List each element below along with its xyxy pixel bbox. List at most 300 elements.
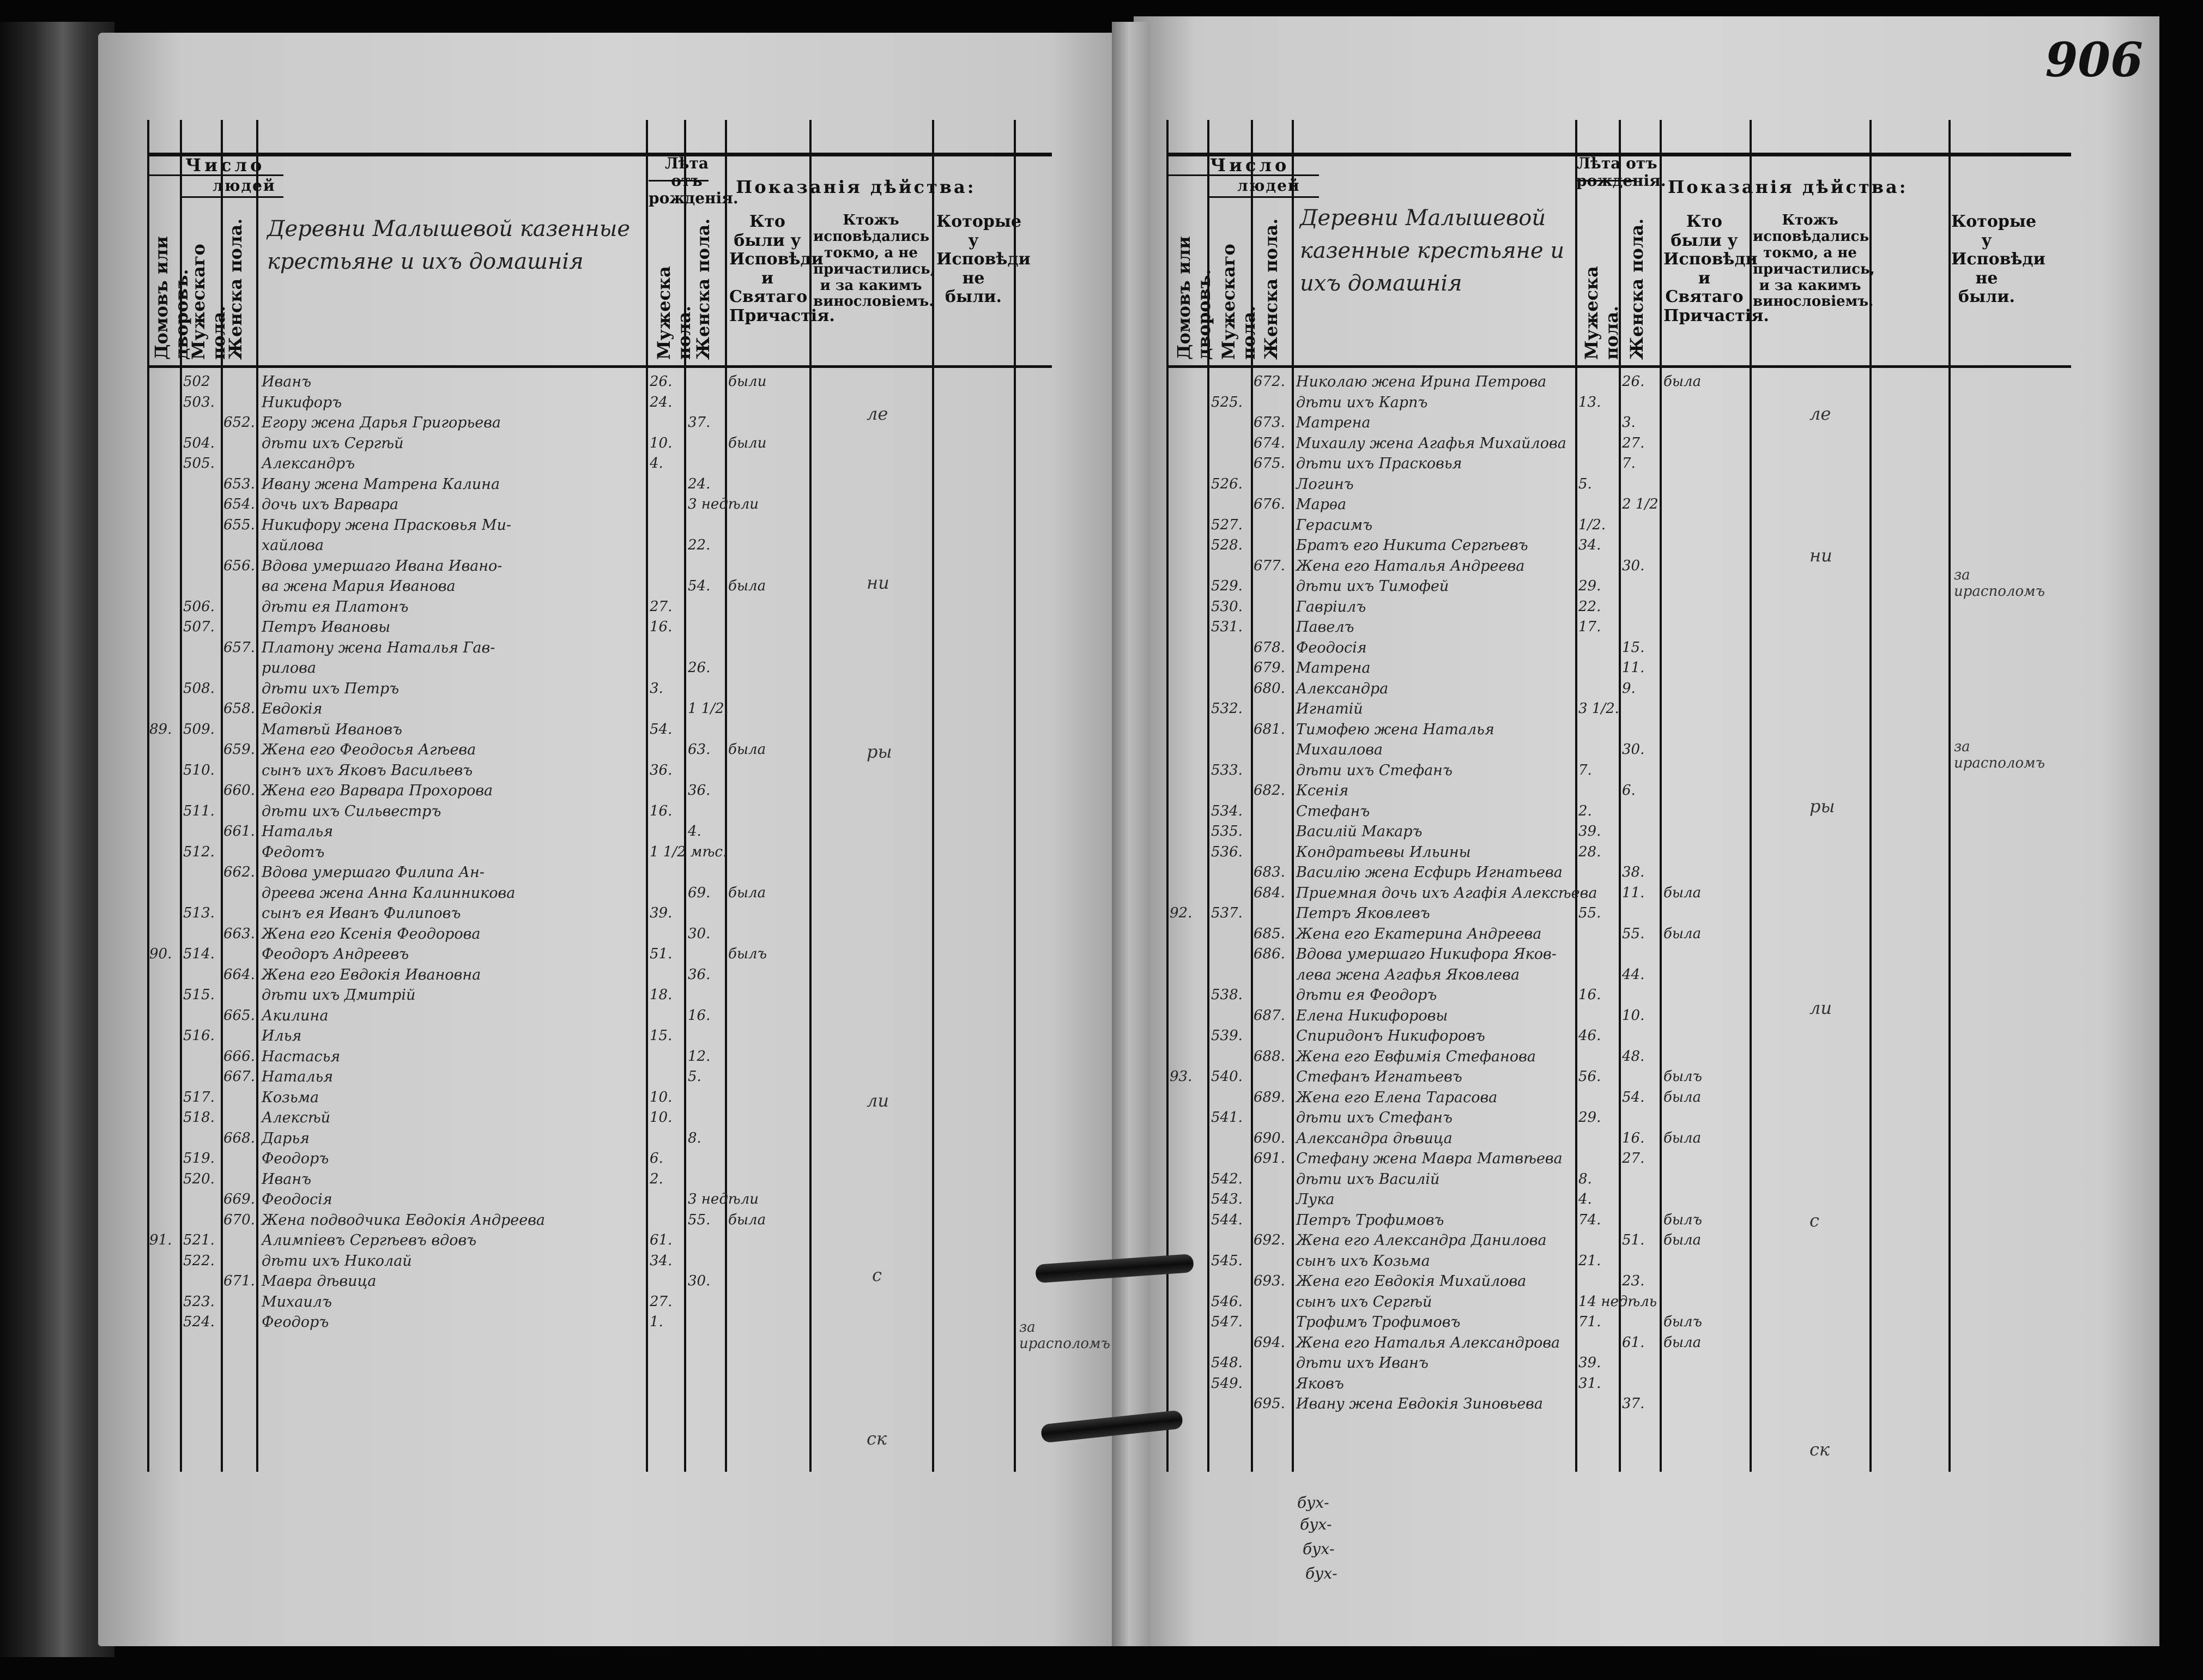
row-name: Козьма: [262, 1089, 319, 1106]
row-name: хайлова: [262, 537, 324, 554]
row-male-number: 515.: [183, 987, 215, 1003]
row-male-number: 529.: [1211, 578, 1243, 594]
row-name: Михаилова: [1296, 741, 1383, 758]
header-domov: Домовъ или дворовъ.: [1173, 236, 1214, 360]
ledger-row: [147, 1150, 1052, 1171]
row-age-male: 34.: [650, 1252, 673, 1269]
row-name: Василію жена Есфирь Игнатьева: [1296, 864, 1563, 881]
row-confession-note: была: [1663, 925, 1702, 942]
row-name: Мавра дѣвица: [262, 1273, 377, 1290]
row-age-female: 54.: [1622, 1089, 1645, 1105]
left-entries: [147, 373, 1052, 1334]
row-female-number: 661.: [223, 823, 255, 839]
footer-mark: бух-: [1305, 1564, 1337, 1582]
ledger-row: [1166, 1375, 2071, 1396]
row-name: Феодоръ Андреевъ: [262, 946, 409, 963]
header-chislo: Число: [185, 155, 265, 176]
header-leta: Лѣта отъ рожденія.: [649, 154, 739, 208]
row-age-male: 8.: [1578, 1170, 1592, 1187]
row-age-male: 10.: [650, 434, 673, 451]
row-age-male: 16.: [650, 802, 673, 819]
row-male-number: 548.: [1211, 1355, 1243, 1371]
ledger-row: [1166, 844, 2071, 865]
row-name: Логинъ: [1296, 475, 1354, 493]
ledger-row: [147, 1314, 1052, 1334]
ledger-row: [147, 1048, 1052, 1069]
row-name: Илья: [262, 1028, 302, 1044]
row-name: Иванъ: [262, 373, 312, 390]
left-page-title: Деревни Малышевой казенные крестьяне и ихъ домашнія: [267, 216, 630, 274]
row-age-female: 11.: [1622, 660, 1645, 676]
row-male-number: 506.: [183, 598, 215, 615]
row-female-number: 665.: [223, 1007, 255, 1024]
ledger-row: [1166, 639, 2071, 660]
row-female-number: 689.: [1254, 1089, 1285, 1105]
ledger-row: [147, 455, 1052, 476]
ledger-row: [147, 1212, 1052, 1232]
row-age-male: 4.: [1578, 1191, 1592, 1207]
row-age-male: 26.: [650, 373, 673, 390]
row-male-number: 531.: [1211, 619, 1243, 635]
row-female-number: 671.: [223, 1273, 255, 1289]
row-confession-note: былъ: [1663, 1314, 1702, 1330]
ledger-row: [1166, 1395, 2071, 1416]
row-name: Жена подводчика Евдокія Андреева: [262, 1211, 546, 1229]
row-age-male: 10.: [650, 1109, 673, 1126]
ledger-row: [1166, 660, 2071, 680]
row-confession-note: была: [1663, 1129, 1702, 1146]
ledger-row: [147, 578, 1052, 599]
row-age-male: 1/2.: [1578, 516, 1606, 533]
ledger-row: [147, 496, 1052, 517]
ledger-row: [1166, 1355, 2071, 1375]
row-house-number: 93.: [1170, 1068, 1193, 1085]
margin-note: ни: [1809, 545, 1832, 566]
row-female-number: 685.: [1254, 925, 1285, 942]
margin-note: ры: [1809, 796, 1835, 817]
row-name: Вдова умершаго Ивана Ивано-: [262, 557, 503, 575]
ledger-row: [147, 414, 1052, 435]
row-male-number: 522.: [183, 1252, 215, 1269]
row-female-number: 695.: [1254, 1395, 1285, 1412]
row-name: Иванъ: [262, 1170, 312, 1188]
row-name: дѣти ихъ Петръ: [262, 680, 400, 697]
row-name: Гавріилъ: [1296, 598, 1366, 615]
row-male-number: 538.: [1211, 987, 1243, 1003]
ledger-row: [1166, 1314, 2071, 1334]
ledger-row: [1166, 1150, 2071, 1171]
ledger-row: [1166, 1028, 2071, 1048]
ledger-row: [1166, 1253, 2071, 1273]
ledger-row: [147, 987, 1052, 1007]
row-age-male: 13.: [1578, 394, 1601, 410]
right-entries: [1166, 373, 2071, 1416]
ledger-row: [147, 619, 1052, 639]
row-name: Федотъ: [262, 843, 325, 861]
header-col-ktozh: Ктожъ исповѣдались токмо, а не причастились, и за какимъ винословіемъ.: [813, 212, 935, 310]
row-female-number: 682.: [1254, 782, 1285, 799]
header-leta-m: Мужеска пола.: [653, 266, 694, 360]
row-name: Братъ его Никита Сергѣевъ: [1296, 537, 1528, 554]
header-lyudey: людей: [213, 177, 276, 195]
row-name: Феодосія: [1296, 639, 1367, 656]
ledger-row: [1166, 762, 2071, 783]
right-ledger: [1166, 120, 2071, 1582]
ledger-row: [1166, 578, 2071, 599]
row-name: дѣти ихъ Прасковья: [1296, 455, 1462, 472]
ledger-row: [147, 517, 1052, 537]
row-name: Стефанъ: [1296, 802, 1370, 820]
row-age-male: 29.: [1578, 1109, 1601, 1126]
row-female-number: 654.: [223, 496, 255, 512]
ledger-row: [147, 476, 1052, 497]
row-age-female: 27.: [1622, 434, 1645, 451]
row-name: Никифору жена Прасковья Ми-: [262, 516, 511, 534]
ledger-row: [1166, 517, 2071, 537]
ledger-row: [1166, 1109, 2071, 1130]
row-name: сынъ ея Иванъ Филиповъ: [262, 905, 461, 922]
ledger-row: [147, 537, 1052, 558]
row-age-male: 1.: [650, 1314, 663, 1330]
row-female-number: 681.: [1254, 721, 1285, 738]
row-name: Феодосія: [262, 1191, 332, 1208]
ledger-row: [1166, 926, 2071, 946]
ledger-row: [1166, 599, 2071, 619]
row-name: дѣти ихъ Стефанъ: [1296, 762, 1452, 779]
row-male-number: 526.: [1211, 475, 1243, 492]
row-name: Матвѣй Ивановъ: [262, 721, 402, 738]
row-name: дочь ихъ Варвара: [262, 496, 399, 513]
ledger-row: [147, 782, 1052, 803]
margin-note: ск: [867, 1428, 887, 1449]
row-name: Матрена: [1296, 660, 1371, 676]
ledger-row: [147, 1232, 1052, 1253]
ledger-row: [1166, 987, 2071, 1007]
row-male-number: 536.: [1211, 843, 1243, 860]
margin-note: ли: [867, 1090, 889, 1111]
row-name: Стефану жена Мавра Матвѣева: [1296, 1150, 1563, 1167]
row-name: Наталья: [262, 823, 334, 840]
row-male-number: 521.: [183, 1232, 215, 1248]
row-female-number: 680.: [1254, 680, 1285, 697]
row-name: Трофимъ Трофимовъ: [1296, 1314, 1461, 1331]
row-name: Ивану жена Евдокія Зиновьева: [1296, 1395, 1543, 1412]
row-age-male: 16.: [650, 619, 673, 635]
row-age-female: 5.: [688, 1068, 701, 1085]
row-age-female: 23.: [1622, 1273, 1645, 1289]
row-name: Жена его Ксенія Феодорова: [262, 925, 481, 942]
header-leta: Лѣта отъ рожденія.: [1576, 154, 1666, 190]
header-muzh-pola: Мужескаго пола.: [1218, 244, 1259, 360]
header-col-kto: Кто были у Исповѣди и Святаго Причастія.: [729, 212, 835, 325]
row-female-number: 676.: [1254, 496, 1285, 512]
row-age-female: 6.: [1622, 782, 1636, 799]
row-male-number: 505.: [183, 455, 215, 472]
row-age-female: 3.: [1622, 414, 1636, 431]
header-leta-zh: Женска пола.: [693, 218, 713, 360]
row-name: Жена его Александра Данилова: [1296, 1232, 1547, 1249]
row-age-male: 56.: [1578, 1068, 1601, 1085]
ledger-row: [1166, 1048, 2071, 1069]
row-confession-note: была: [1663, 373, 1702, 390]
footer-mark: бух-: [1303, 1540, 1335, 1558]
row-name: Акилина: [262, 1007, 329, 1024]
row-name: Наталья: [262, 1068, 334, 1085]
row-female-number: 686.: [1254, 946, 1285, 962]
ledger-row: [1166, 1191, 2071, 1212]
row-female-number: 677.: [1254, 557, 1285, 574]
row-name: дѣти ихъ Иванъ: [1296, 1355, 1429, 1371]
row-age-female: 8.: [688, 1129, 701, 1146]
header-group-rule: [180, 196, 283, 198]
header-col-kotorye: Которые у Исповѣди не были.: [1951, 212, 2045, 306]
row-age-male: 51.: [650, 946, 673, 962]
row-confession-note: была: [1663, 1334, 1702, 1351]
row-name: дѣти ихъ Сильвестръ: [262, 802, 441, 820]
row-age-female: 7.: [1622, 455, 1636, 472]
row-male-number: 528.: [1211, 537, 1243, 553]
header-group-rule: [1207, 196, 1319, 198]
row-name: Дарья: [262, 1129, 310, 1147]
header-col-kto: Кто были у Исповѣди и Святаго Причастія.: [1663, 212, 1769, 325]
row-name: Алексѣй: [262, 1109, 331, 1126]
row-age-female: 69.: [688, 884, 711, 901]
header-col-ktozh: Ктожъ исповѣдались токмо, а не причастились, и за какимъ винословіемъ.: [1753, 212, 1875, 310]
row-age-female: 63.: [688, 741, 711, 758]
row-age-male: 18.: [650, 987, 673, 1003]
row-age-female: 54.: [688, 578, 711, 594]
row-male-number: 513.: [183, 905, 215, 921]
ledger-row: [147, 946, 1052, 966]
row-name: Ивану жена Матрена Калина: [262, 475, 500, 493]
ledger-row: [147, 1171, 1052, 1192]
row-age-male: 6.: [650, 1150, 663, 1167]
row-confession-note: была: [728, 578, 766, 594]
row-age-male: 39.: [650, 905, 673, 921]
row-male-number: 533.: [1211, 762, 1243, 778]
row-name: Александра: [1296, 680, 1389, 697]
row-age-female: 55.: [1622, 925, 1645, 942]
row-confession-note: былъ: [728, 946, 767, 962]
row-female-number: 667.: [223, 1068, 255, 1085]
row-age-male: 2.: [1578, 802, 1592, 819]
ledger-row: [1166, 455, 2071, 476]
row-male-number: 508.: [183, 680, 215, 697]
row-age-male: 7.: [1578, 762, 1592, 778]
row-name: Евдокія: [262, 700, 323, 717]
ledger-row: [1166, 1171, 2071, 1192]
header-zhen-pola: Женска пола.: [1261, 218, 1281, 360]
ledger-row: [1166, 1089, 2071, 1110]
ledger-row: [1166, 946, 2071, 966]
row-name: Жена его Екатерина Андреева: [1296, 925, 1542, 942]
row-name: ва жена Мария Иванова: [262, 578, 456, 595]
ledger-row: [147, 680, 1052, 701]
row-name: Приемная дочь ихъ Агафія Алексѣева: [1296, 884, 1597, 902]
row-female-number: 694.: [1254, 1334, 1285, 1351]
row-name: Василій Макаръ: [1296, 823, 1423, 840]
row-name: Петръ Яковлевъ: [1296, 905, 1430, 922]
row-age-male: 46.: [1578, 1028, 1601, 1044]
ledger-row: [1166, 905, 2071, 926]
row-male-number: 518.: [183, 1109, 215, 1126]
ledger-row: [1166, 782, 2071, 803]
ledger-row: [1166, 496, 2071, 517]
row-female-number: 652.: [223, 414, 255, 431]
ledger-row: [1166, 823, 2071, 844]
header-lyudey: людей: [1237, 177, 1300, 195]
header-top-rule: [147, 153, 1052, 156]
row-age-male: 1 1/2 мѣс.: [650, 843, 728, 860]
row-age-female: 1 1/2.: [688, 700, 729, 717]
row-age-female: 44.: [1622, 966, 1645, 983]
ledger-row: [1166, 864, 2071, 885]
row-age-male: 39.: [1578, 823, 1601, 839]
row-confession-note: была: [1663, 884, 1702, 901]
ledger-row: [1166, 619, 2071, 639]
ledger-row: [147, 660, 1052, 680]
row-male-number: 549.: [1211, 1375, 1243, 1392]
row-age-male: 17.: [1578, 619, 1601, 635]
row-female-number: 663.: [223, 925, 255, 942]
row-female-number: 674.: [1254, 434, 1285, 451]
row-name: дѣти ея Платонъ: [262, 598, 409, 615]
ledger-row: [147, 1294, 1052, 1314]
ledger-row: [1166, 1068, 2071, 1089]
ledger-row: [147, 885, 1052, 905]
absent-note: за ирасполомъ: [1954, 739, 2045, 771]
row-age-female: 36.: [688, 782, 711, 799]
row-age-female: 11.: [1622, 884, 1645, 901]
row-female-number: 659.: [223, 741, 255, 758]
row-name: дреева жена Анна Калинникова: [262, 884, 516, 902]
row-name: дѣти ихъ Стефанъ: [1296, 1109, 1452, 1126]
ledger-row: [1166, 373, 2071, 394]
row-age-female: 10.: [1622, 1007, 1645, 1024]
row-age-male: 27.: [650, 1293, 673, 1310]
row-name: лева жена Агафья Яковлева: [1296, 966, 1520, 983]
row-male-number: 509.: [183, 721, 215, 738]
ledger-row: [147, 823, 1052, 844]
row-age-female: 36.: [688, 966, 711, 983]
ledger-row: [147, 373, 1052, 394]
row-age-male: 54.: [650, 721, 673, 738]
row-name: дѣти ихъ Дмитрій: [262, 987, 416, 1004]
ledger-row: [147, 741, 1052, 762]
ledger-row: [147, 926, 1052, 946]
margin-note: ры: [867, 741, 892, 762]
row-name: дѣти ихъ Николай: [262, 1252, 412, 1270]
row-male-number: 519.: [183, 1150, 215, 1167]
row-name: Игнатій: [1296, 700, 1363, 717]
absent-note: за ирасполомъ: [1954, 567, 2045, 600]
row-female-number: 673.: [1254, 414, 1285, 431]
row-male-number: 534.: [1211, 802, 1243, 819]
row-age-female: 22.: [688, 537, 711, 553]
row-name: дѣти ихъ Тимофей: [1296, 578, 1449, 595]
ledger-row: [147, 1273, 1052, 1294]
header-domov: Домовъ или дворовъ.: [151, 236, 192, 360]
row-female-number: 653.: [223, 475, 255, 492]
row-female-number: 662.: [223, 864, 255, 880]
row-age-male: 34.: [1578, 537, 1601, 553]
row-name: Егору жена Дарья Григорьева: [262, 414, 501, 431]
row-male-number: 504.: [183, 434, 215, 451]
row-name: дѣти ея Феодоръ: [1296, 987, 1437, 1004]
ledger-row: [147, 1191, 1052, 1212]
row-male-number: 545.: [1211, 1252, 1243, 1269]
row-age-female: 55.: [688, 1211, 711, 1228]
ledger-row: [147, 700, 1052, 721]
margin-note: ск: [1809, 1439, 1830, 1460]
row-name: Николаю жена Ирина Петрова: [1296, 373, 1547, 390]
row-age-female: 24.: [688, 475, 711, 492]
row-male-number: 532.: [1211, 700, 1243, 717]
ledger-row: [1166, 741, 2071, 762]
row-name: Лука: [1296, 1191, 1335, 1208]
header-bottom-rule: [147, 365, 1052, 368]
row-female-number: 655.: [223, 516, 255, 533]
row-confession-note: были: [728, 373, 767, 390]
header-leta-m: Мужеска пола.: [1581, 266, 1622, 360]
row-name: Жена его Елена Тарасова: [1296, 1089, 1498, 1106]
row-name: Жена его Евдокія Михайлова: [1296, 1273, 1527, 1290]
row-female-number: 688.: [1254, 1048, 1285, 1065]
row-male-number: 510.: [183, 762, 215, 778]
header-muzh-pola: Мужескаго пола.: [188, 244, 229, 360]
row-name: Тимофею жена Наталья: [1296, 721, 1494, 738]
row-female-number: 679.: [1254, 660, 1285, 676]
ledger-row: [147, 1109, 1052, 1130]
row-age-female: 48.: [1622, 1048, 1645, 1065]
row-male-number: 525.: [1211, 394, 1243, 410]
margin-note: ли: [1809, 998, 1832, 1018]
ledger-row: [1166, 680, 2071, 701]
row-age-male: 10.: [650, 1089, 673, 1105]
right-page-title: Деревни Малышевой казенные крестьяне и ихъ домашнія: [1300, 206, 1565, 296]
ledger-row: [147, 844, 1052, 865]
row-age-male: 61.: [650, 1232, 673, 1248]
ledger-row: [1166, 537, 2071, 558]
ledger-row: [1166, 721, 2071, 742]
ledger-row: [147, 1007, 1052, 1028]
row-male-number: 524.: [183, 1314, 215, 1330]
row-name: Ксенія: [1296, 782, 1349, 799]
row-confession-note: была: [1663, 1232, 1702, 1248]
row-name: Жена его Евдокія Ивановна: [262, 966, 481, 983]
book-gutter: [1112, 22, 1150, 1646]
row-female-number: 691.: [1254, 1150, 1285, 1167]
ledger-row: [1166, 1232, 2071, 1253]
row-age-female: 3 недѣли: [688, 496, 759, 512]
row-name: Марѳа: [1296, 496, 1347, 513]
row-name: дѣти ихъ Василій: [1296, 1170, 1440, 1188]
row-name: Спиридонъ Никифоровъ: [1296, 1028, 1485, 1044]
row-age-female: 38.: [1622, 864, 1645, 880]
row-name: сынъ ихъ Сергѣй: [1296, 1293, 1432, 1310]
row-female-number: 690.: [1254, 1129, 1285, 1146]
ledger-row: [1166, 1007, 2071, 1028]
row-age-male: 2.: [650, 1170, 663, 1187]
row-male-number: 537.: [1211, 905, 1243, 921]
row-confession-note: была: [1663, 1089, 1702, 1105]
row-name: Герасимъ: [1296, 516, 1373, 534]
footer-mark: бух-: [1300, 1515, 1332, 1533]
ledger-row: [1166, 885, 2071, 905]
book-edge-right: [2159, 0, 2203, 1680]
row-name: Петръ Трофимовъ: [1296, 1211, 1444, 1229]
row-name: Елена Никифоровы: [1296, 1007, 1448, 1024]
